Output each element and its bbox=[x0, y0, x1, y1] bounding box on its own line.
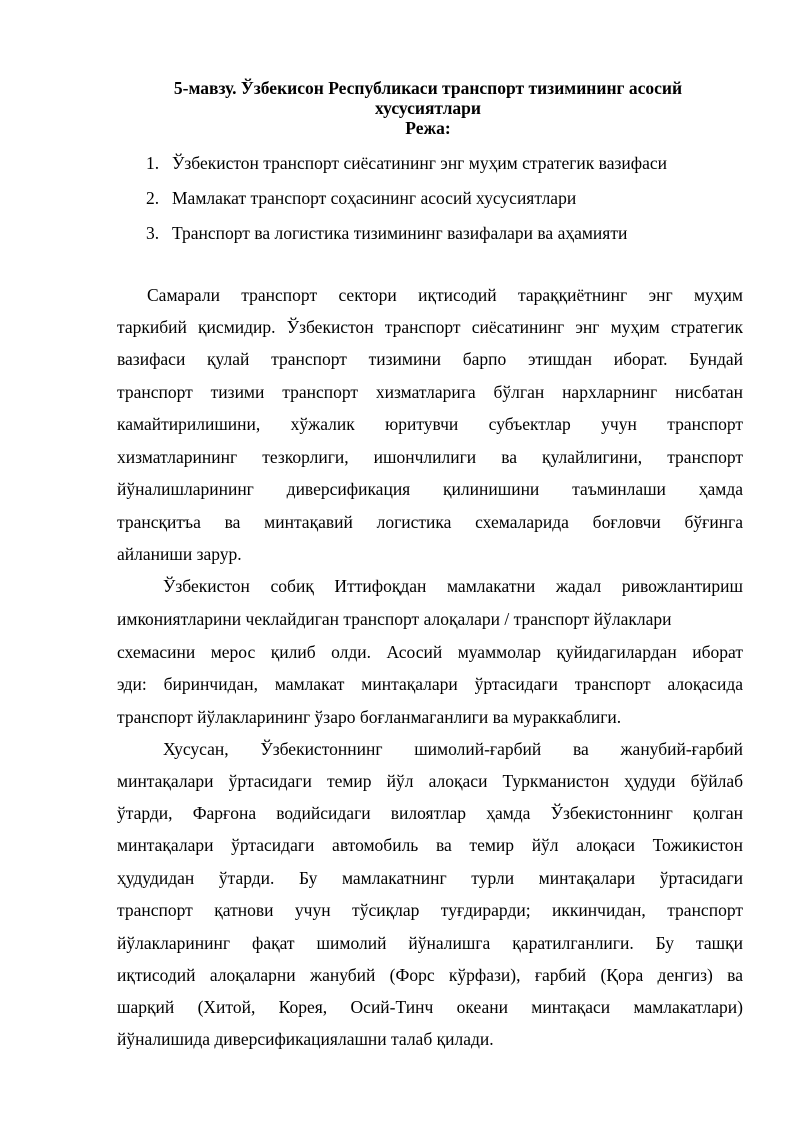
title-line-1: 5-мавзу. Ўзбекисон Республикаси транспорт тизимининг асосий bbox=[173, 78, 683, 98]
plan-item-number: 3. bbox=[146, 223, 160, 243]
paragraph-line: Хусусан, Ўзбекистоннинг шимолий-ғарбий ва жанубий-ғарбий bbox=[163, 739, 743, 759]
paragraph-line: айланиши зарур. bbox=[117, 544, 242, 564]
paragraph-line: йўналишларининг диверсификация қилинишини таъминлаши ҳамда bbox=[117, 479, 743, 499]
paragraph-line: Самарали транспорт сектори иқтисодий тараққиётнинг энг муҳим bbox=[147, 285, 743, 305]
paragraph-line: эди: биринчидан, мамлакат минтақалари ўртасидаги транспорт алоқасида bbox=[117, 674, 743, 694]
paragraph-line: йўлакларининг фақат шимолий йўналишга қаратилганлиги. Бу ташқи bbox=[117, 933, 743, 953]
plan-item-text: Ўзбекистон транспорт сиёсатининг энг муҳим стратегик вазифаси bbox=[172, 153, 667, 173]
title-line-2: хусусиятлари bbox=[375, 98, 481, 118]
paragraph-line: Ўзбекистон собиқ Иттифоқдан мамлакатни жадал ривожлантириш bbox=[163, 576, 743, 596]
page-title bbox=[100, 78, 756, 138]
plan-item-number: 2. bbox=[146, 188, 160, 208]
paragraph-line: йўналишида диверсификациялашни талаб қилади. bbox=[117, 1029, 494, 1049]
paragraph-line: минтақалари ўртасидаги темир йўл алоқаси Туркманистон ҳудуди бўйлаб bbox=[117, 771, 743, 791]
plan-item bbox=[146, 150, 667, 185]
paragraph-line: иқтисодий алоқаларни жанубий (Форс кўрфази), ғарбий (Қора денгиз) ва bbox=[117, 965, 743, 985]
paragraph-line: имкониятларини чеклайдиган транспорт алоқалари / транспорт йўлаклари bbox=[117, 609, 672, 629]
paragraph-line: минтақалари ўртасидаги автомобиль ва темир йўл алоқаси Тожикистон bbox=[117, 835, 743, 855]
plan-item-text: Транспорт ва логистика тизимининг вазифалари ва аҳамияти bbox=[172, 223, 628, 243]
paragraph-line: шарқий (Хитой, Корея, Осий-Тинч океани минтақаси мамлакатлари) bbox=[117, 997, 743, 1017]
plan-item-text: Мамлакат транспорт соҳасининг асосий хусусиятлари bbox=[172, 188, 577, 208]
paragraph-line: таркибий қисмидир. Ўзбекистон транспорт сиёсатининг энг муҳим стратегик bbox=[117, 317, 743, 337]
paragraph-line: ҳудудидан ўтарди. Бу мамлакатнинг турли минтақалари ўртасидаги bbox=[117, 868, 743, 888]
paragraph-line: камайтирилишини, хўжалик юритувчи субъектлар учун транспорт bbox=[117, 414, 743, 434]
paragraph-line: хизматларининг тезкорлиги, ишончлилиги ва қулайлигини, транспорт bbox=[117, 447, 743, 467]
plan-item bbox=[146, 185, 667, 220]
paragraph-line: вазифаси қулай транспорт тизимини барпо этишдан иборат. Бундай bbox=[117, 349, 743, 369]
plan-heading: Режа: bbox=[405, 118, 451, 138]
paragraph-line: транспорт йўлакларининг ўзаро боғланмаганлиги ва мураккаблиги. bbox=[117, 707, 622, 727]
paragraph-line: ўтарди, Фарғона водийсидаги вилоятлар ҳамда Ўзбекистоннинг қолган bbox=[117, 803, 743, 823]
plan-item-number: 1. bbox=[146, 153, 160, 173]
paragraph-line: транспорт тизими транспорт хизматларига бўлган нархларнинг нисбатан bbox=[117, 382, 743, 402]
paragraph-line: трансқитъа ва минтақавий логистика схемаларида боғловчи бўғинга bbox=[117, 512, 743, 532]
paragraph-line: транспорт қатнови учун тўсиқлар туғдирарди; иккинчидан, транспорт bbox=[117, 900, 743, 920]
plan-item bbox=[146, 220, 667, 255]
paragraph-line: схемасини мерос қилиб олди. Асосий муаммолар қуйидагилардан иборат bbox=[117, 642, 743, 662]
plan-list bbox=[146, 150, 667, 255]
